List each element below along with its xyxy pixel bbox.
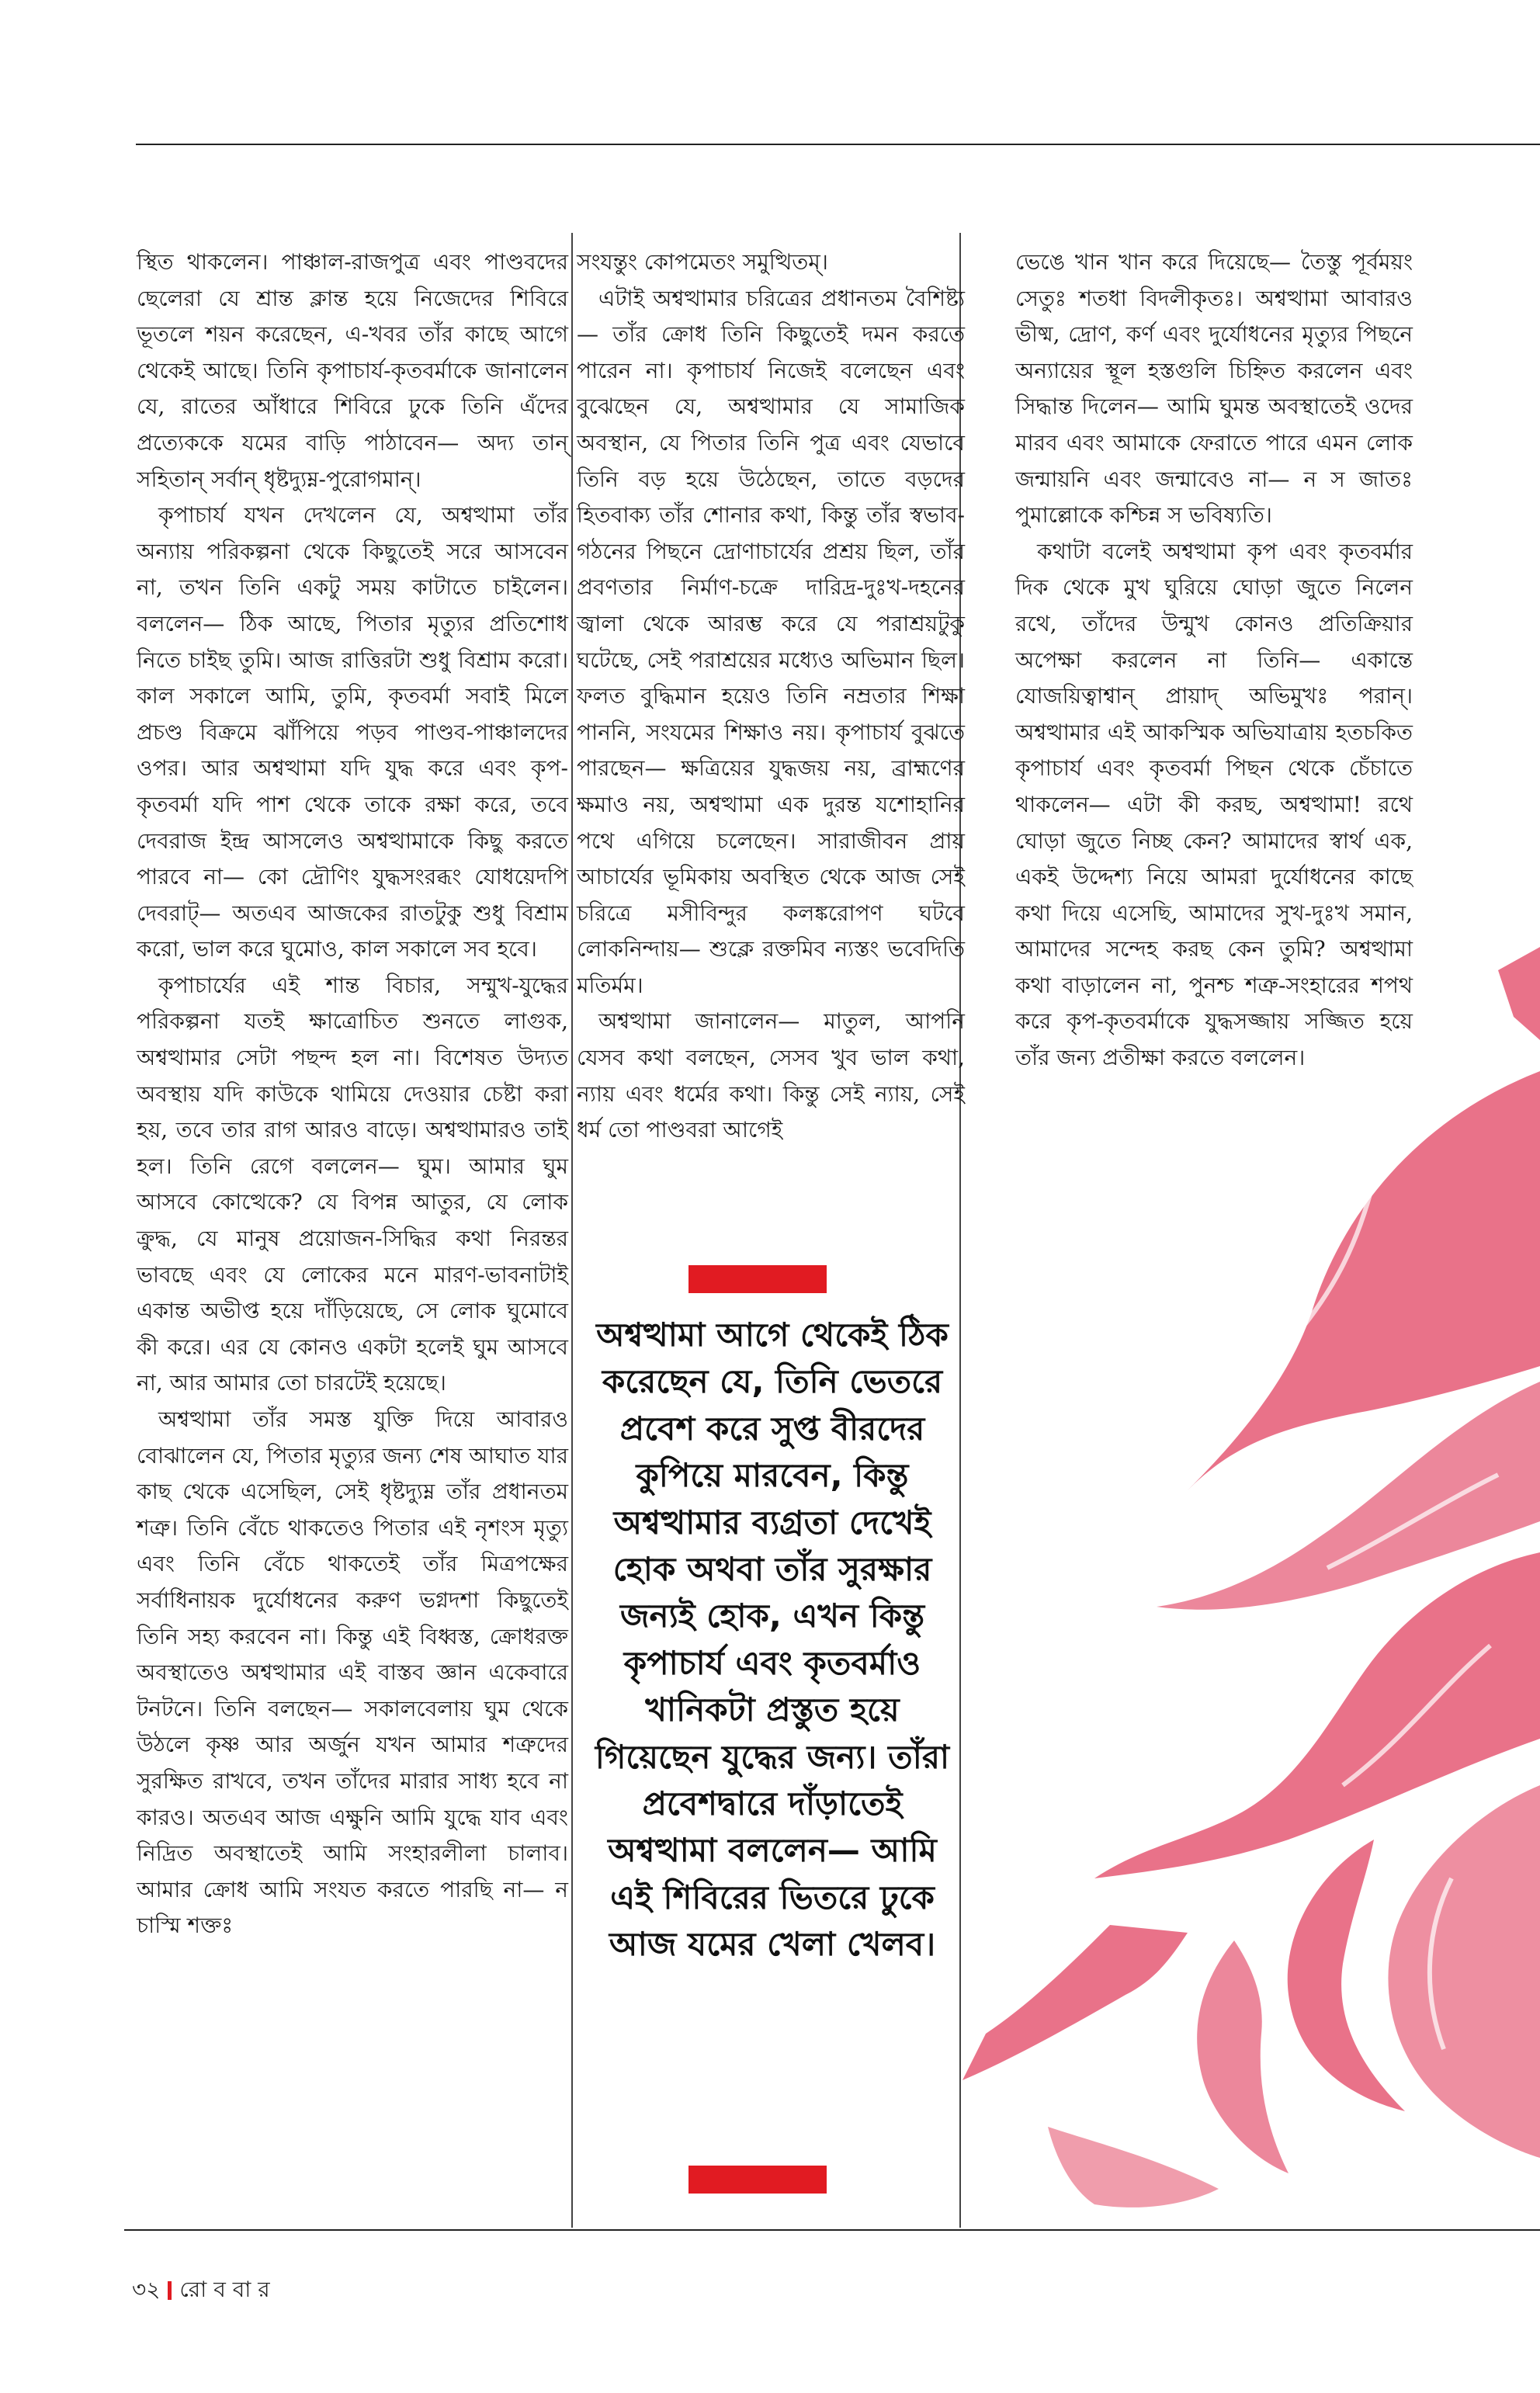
paragraph: স্থিত থাকলেন। পাঞ্চাল-রাজপুত্র এবং পাণ্ডবদের ছেলেরা যে শ্রান্ত ক্লান্ত হয়ে নিজেদের শিবিরে ভূতলে শয়ন করেছেন, এ-খবর তাঁর কাছে আগে থেকেই আছে। তিনি কৃপাচার্য-কৃতবর্মাকে জানালেন যে, রাতের আঁধারে শিবিরে ঢুকে তিনি এঁদের প্রত্যেককে যমের বাড়ি পাঠাবেন— অদ্য তান্ সহিতান্ সর্বান্ ধৃষ্টদ্যুম্ন-পুরোগমান্। bbox=[137, 249, 568, 492]
article-column-1 bbox=[137, 245, 568, 1944]
page-footer bbox=[132, 2273, 270, 2309]
magazine-name: রো ব বা র bbox=[179, 2277, 270, 2302]
pink-brush-illustration bbox=[955, 947, 1540, 2228]
page-number: ৩২ bbox=[132, 2277, 161, 2302]
paragraph: অশ্বত্থামা তাঁর সমস্ত যুক্তি দিয়ে আবারও বোঝালেন যে, পিতার মৃত্যুর জন্য শেষ আঘাত যার কাছ থেকে এসেছিল, সেই ধৃষ্টদ্যুম্ন তাঁর প্রধানতম শত্রু। তিনি বেঁচে থাকতেও পিতার এই নৃশংস মৃত্যু এবং তিনি বেঁচে থাকতেই তাঁর মিত্রপক্ষের সর্বাধিনায়ক দুর্যোধনের করুণ ভগ্নদশা কিছুতেই তিনি সহ্য করবেন না। কিন্তু এই বিধ্বস্ত, ক্রোধরক্ত অবস্থাতেও অশ্বত্থামার এই বাস্তব জ্ঞান একেবারে টনটনে। তিনি বলছেন— সকালবেলায় ঘুম থেকে উঠলে কৃষ্ণ আর অর্জুন যখন আমার শত্রুদের সুরক্ষিত রাখবে, তখন তাঁদের মারার সাধ্য হবে না কারও। অতএব আজ এক্ষুনি আমি যুদ্ধে যাব এবং নিদ্রিত অবস্থাতেই আমি সংহারলীলা চালাব। আমার ক্রোধ আমি সংযত করতে পারছি না— ন চাস্মি শক্তঃ bbox=[137, 1406, 568, 1939]
top-rule bbox=[136, 144, 1540, 145]
paragraph: ভেঙে খান খান করে দিয়েছে— তৈস্তু পূর্বময়ং সেতুঃ শতধা বিদলীকৃতঃ। অশ্বত্থামা আবারও ভীষ্ম, দ্রোণ, কর্ণ এবং দুর্যোধনের মৃত্যুর পিছনে অন্যায়ের স্থূল হস্তগুলি চিহ্নিত করলেন এবং সিদ্ধান্ত দিলেন— আমি ঘুমন্ত অবস্থাতেই ওদের মারব এবং আমাকে ফেরাতে পারে এমন লোক জন্মায়নি এবং জন্মাবেও না— ন স জাতঃ পুমাল্লোকে কশ্চিন্ন স ভবিষ্যতি। bbox=[1015, 249, 1413, 529]
paragraph: এটাই অশ্বত্থামার চরিত্রের প্রধানতম বৈশিষ্ট্য— তাঁর ক্রোধ তিনি কিছুতেই দমন করতে পারেন না। কৃপাচার্য নিজেই বলেছেন এবং বুঝেছেন যে, অশ্বত্থামার যে সামাজিক অবস্থান, যে পিতার তিনি পুত্র এবং যেভাবে তিনি বড় হয়ে উঠেছেন, তাতে বড়দের হিতবাক্য তাঁর শোনার কথা, কিন্তু তাঁর স্বভাব-গঠনের পিছনে দ্রোণাচার্যের প্রশ্রয় ছিল, তাঁর প্রবণতার নির্মাণ-চক্রে দারিদ্র-দুঃখ-দহনের জ্বালা থেকে আরম্ভ করে যে পরাশ্রয়টুকু ঘটেছে, সেই পরাশ্রয়ের মধ্যেও অভিমান ছিল। ফলত বুদ্ধিমান হয়েও তিনি নম্রতার শিক্ষা পাননি, সংযমের শিক্ষাও নয়। কৃপাচার্য বুঝতে পারছেন— ক্ষত্রিয়ের যুদ্ধজয় নয়, ব্রাহ্মণের ক্ষমাও নয়, অশ্বত্থামা এক দুরন্ত যশোহানির পথে এগিয়ে চলেছেন। সারাজীবন প্রায় আচার্যের ভূমিকায় অবস্থিত থেকে আজ সেই চরিত্রে মসীবিন্দুর কলঙ্করোপণ ঘটবে লোকনিন্দায়— শুক্লে রক্তমিব ন্যস্তং ভবেদিতি মতির্মম। bbox=[577, 285, 965, 998]
paragraph: কথাটা বলেই অশ্বত্থামা কৃপ এবং কৃতবর্মার দিক থেকে মুখ ঘুরিয়ে ঘোড়া জুতে নিলেন রথে, তাঁদের উন্মুখ কোনও প্রতিক্রিয়ার অপেক্ষা করলেন না তিনি— একান্তে যোজয়িত্বাশ্বান্ প্রায়াদ্ অভিমুখঃ পরান্। অশ্বত্থামার এই আকস্মিক অভিযাত্রায় হতচকিত কৃপাচার্য এবং কৃতবর্মা পিছন থেকে চেঁচাতে থাকলেন— এটা কী করছ, অশ্বত্থামা! রথে ঘোড়া জুতে নিচ্ছ কেন? আমাদের স্বার্থ এক, একই উদ্দেশ্য নিয়ে আমরা দুর্যোধনের কাছে কথা দিয়ে এসেছি, আমাদের সুখ-দুঃখ সমান, আমাদের সন্দেহ করছ কেন তুমি? অশ্বত্থামা কথা বাড়ালেন না, পুনশ্চ শত্রু-সংহারের শপথ করে কৃপ-কৃতবর্মাকে যুদ্ধসজ্জায় সজ্জিত হয়ে তাঁর জন্য প্রতীক্ষা করতে বললেন। bbox=[1015, 538, 1413, 1071]
paragraph: অশ্বত্থামা জানালেন— মাতুল, আপনি যেসব কথা বলছেন, সেসব খুব ভাল কথা, ন্যায় এবং ধর্মের কথা। কিন্তু সেই ন্যায়, সেই ধর্ম তো পাণ্ডবরা আগেই bbox=[577, 1008, 965, 1143]
paragraph: কৃপাচার্য যখন দেখলেন যে, অশ্বত্থামা তাঁর অন্যায় পরিকল্পনা থেকে কিছুতেই সরে আসবেন না, তখন তিনি একটু সময় কাটাতে চাইলেন। বললেন— ঠিক আছে, পিতার মৃত্যুর প্রতিশোধ নিতে চাইছ তুমি। আজ রাত্তিরটা শুধু বিশ্রাম করো। কাল সকালে আমি, তুমি, কৃতবর্মা সবাই মিলে প্রচণ্ড বিক্রমে ঝাঁপিয়ে পড়ব পাণ্ডব-পাঞ্চালদের ওপর। আর অশ্বত্থামা যদি যুদ্ধ করে এবং কৃপ-কৃতবর্মা যদি পাশ থেকে তাকে রক্ষা করে, তবে দেবরাজ ইন্দ্র আসলেও অশ্বত্থামাকে কিছু করতে পারবে না— কো দ্রৌণিং যুদ্ধসংরব্ধং যোধয়েদপি দেবরাট্— অতএব আজকের রাতটুকু শুধু বিশ্রাম করো, ভাল করে ঘুমোও, কাল সকালে সব হবে। bbox=[137, 502, 568, 962]
paragraph: সংযন্তুং কোপমেতং সমুত্থিতম্। bbox=[577, 249, 828, 275]
paragraph: কৃপাচার্যের এই শান্ত বিচার, সম্মুখ-যুদ্ধের পরিকল্পনা যতই ক্ষাত্রোচিত শুনতে লাগুক, অশ্বত্থামার সেটা পছন্দ হল না। বিশেষত উদ্যত অবস্থায় যদি কাউকে থামিয়ে দেওয়ার চেষ্টা করা হয়, তবে তার রাগ আরও বাড়ে। অশ্বত্থামারও তাই হল। তিনি রেগে বললেন— ঘুম। আমার ঘুম আসবে কোত্থেকে? যে বিপন্ন আতুর, যে লোক ক্রুদ্ধ, যে মানুষ প্রয়োজন-সিদ্ধির কথা নিরন্তর ভাবছে এবং যে লোকের মনে মারণ-ভাবনাটাই একান্ত অভীপ্ত হয়ে দাঁড়িয়েছে, সে লোক ঘুমোবে কী করে। এর যে কোনও একটা হলেই ঘুম আসবে না, আর আমার তো চারটেই হয়েছে। bbox=[137, 972, 568, 1396]
column-divider-1 bbox=[571, 233, 573, 2228]
article-column-2 bbox=[577, 245, 965, 1149]
bottom-rule bbox=[124, 2229, 1540, 2231]
pullquote-top-bar bbox=[688, 1265, 827, 1293]
footer-separator bbox=[168, 2281, 172, 2300]
pullquote: অশ্বত্থামা আগে থেকেই ঠিক করেছেন যে, তিনি ভেতরে প্রবেশ করে সুপ্ত বীরদের কুপিয়ে মারবেন, কিন্তু অশ্বত্থামার ব্যগ্রতা দেখেই হোক অথবা তাঁর সুরক্ষার জন্যই হোক, এখন কিন্তু কৃপাচার্য এবং কৃতবর্মাও খানিকটা প্রস্তুত হয়ে গিয়েছেন যুদ্ধের জন্য। তাঁরা প্রবেশদ্বারে দাঁড়াতেই অশ্বত্থামা বললেন— আমি এই শিবিরের ভিতরে ঢুকে আজ যমের খেলা খেলব। bbox=[595, 1316, 950, 1964]
article-column-3 bbox=[1015, 245, 1413, 1077]
pullquote-bottom-bar bbox=[688, 2166, 827, 2194]
